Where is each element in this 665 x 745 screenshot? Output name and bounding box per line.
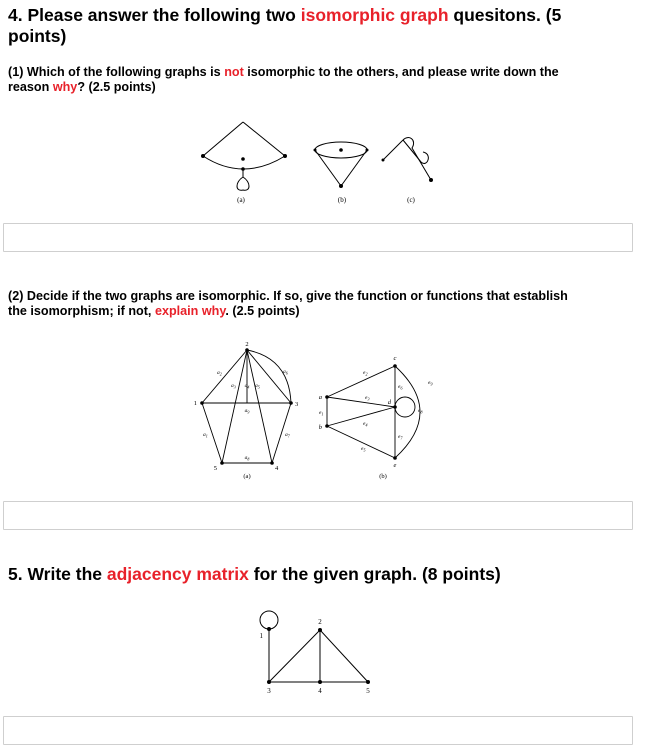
figure-three-graphs (195, 112, 455, 207)
left-edge-a2: $a_2$ (217, 370, 222, 377)
left-edge-a5: $a_5$ (255, 383, 260, 390)
right-edge-e2: $e_2$ (363, 370, 368, 377)
right-edge-e3: $e_3$ (365, 395, 370, 402)
q5-vertex-2: 2 (318, 618, 322, 626)
right-edge-e6: $e_6$ (398, 384, 403, 391)
left-edge-a3: $a_3$ (231, 383, 236, 390)
q4-part1-highlight: not (224, 65, 244, 79)
graph-c (383, 138, 431, 180)
left-edge-a1: $a_1$ (203, 432, 208, 439)
left-edge-a8: $a_8$ (244, 455, 250, 462)
answer-input-part1[interactable] (3, 223, 633, 252)
right-vertex-c: c (393, 355, 397, 362)
caption-c: (c) (407, 196, 415, 204)
q5-title-highlight: adjacency matrix (106, 564, 249, 584)
q4-part1-line2: reason (8, 80, 53, 94)
caption-b: (b) (337, 196, 347, 204)
left-edge-a4: $a_4$ (244, 383, 250, 390)
right-caption: (b) (379, 473, 387, 480)
q4-part2-text: (2) Decide if the two graphs are isomorphic. If so, give the function or functions that establish (8, 289, 568, 303)
right-vertex-e: e (393, 462, 397, 469)
graph-a (203, 122, 285, 190)
figure-q5-graph (255, 605, 380, 695)
question-5-title (8, 564, 501, 585)
q5-vertex-5: 5 (366, 687, 370, 695)
q5-vertex-1: 1 (259, 632, 263, 640)
graph-left-a (202, 350, 291, 463)
q4-part2-line2: the isomorphism; if not, (8, 304, 155, 318)
q5-vertex-4: 4 (318, 687, 322, 695)
answer-input-part2[interactable] (3, 501, 633, 530)
answer-box-q5[interactable] (3, 716, 633, 745)
q4-title-highlight: isomorphic graph (300, 5, 449, 25)
q4-part1-line2-end: ? (2.5 points) (77, 80, 156, 94)
right-vertex-b: b (318, 424, 322, 431)
right-vertex-a: a (318, 394, 322, 401)
left-vertex-3: 3 (295, 401, 299, 408)
right-edge-e7: $e_7$ (398, 434, 403, 441)
q5-title-text-end: for the given graph. (8 points) (248, 564, 501, 584)
right-edge-e5: $e_5$ (361, 446, 366, 453)
left-edge-a9: $a_9$ (244, 408, 250, 415)
q4-title-line2: points) (8, 26, 67, 46)
q4-part2-explain-why: explain why (154, 304, 226, 318)
q4-part1-text-mid: isomorphic to the others, and please write down the (243, 65, 559, 79)
q4-title-text-end: quesitons. (5 (448, 5, 562, 25)
figure-two-graphs (195, 340, 455, 485)
right-edge-e8: $e_8$ (418, 408, 423, 415)
left-edge-a7: $a_7$ (285, 432, 290, 439)
q5-vertex-3: 3 (267, 687, 271, 695)
left-vertex-5: 5 (213, 465, 217, 472)
q4-title-text: 4. Please answer the following two (8, 5, 301, 25)
q4-part1-why: why (52, 80, 78, 94)
right-edge-e9: $e_9$ (428, 380, 433, 387)
q4-part1-prompt (8, 65, 648, 95)
left-caption: (a) (243, 473, 251, 480)
right-vertex-d: d (387, 399, 391, 406)
q4-part1-text: (1) Which of the following graphs is (8, 65, 225, 79)
right-edge-e1: $e_1$ (319, 410, 324, 417)
q4-part2-line2-end: . (2.5 points) (225, 304, 300, 318)
caption-a: (a) (237, 196, 245, 204)
left-vertex-1: 1 (193, 400, 197, 407)
left-edge-a6: $a_6$ (283, 369, 288, 376)
left-vertex-2: 2 (245, 341, 249, 348)
q5-title-text: 5. Write the (8, 564, 107, 584)
right-edge-e4: $e_4$ (363, 421, 368, 428)
q4-part2-prompt (8, 289, 648, 319)
question-4-title (8, 5, 561, 47)
left-vertex-4: 4 (275, 465, 279, 472)
